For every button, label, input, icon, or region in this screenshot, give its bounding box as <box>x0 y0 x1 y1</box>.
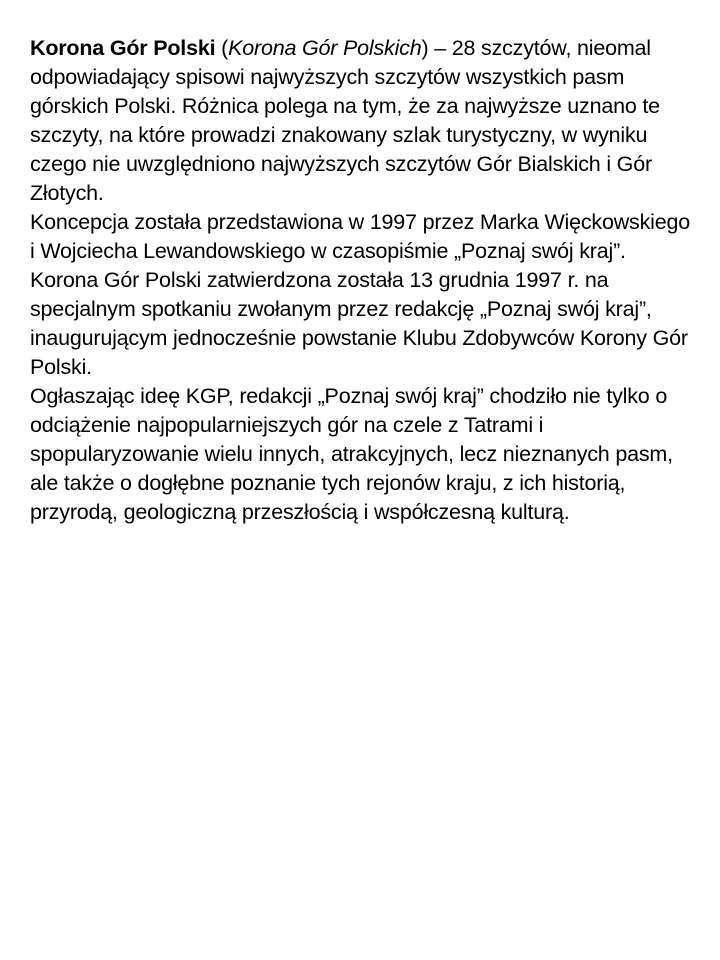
title-italic: Korona Gór Polskich <box>228 36 422 60</box>
title-bold: Korona Gór Polski <box>30 36 216 60</box>
paren-open: ( <box>215 36 229 60</box>
paragraph-idea: Ogłaszając ideę KGP, redakcji „Poznaj swój kraj” chodziło nie tylko o odciążenie najpopularniejszych gór na czele z Tatrami i spopularyzowanie wielu innych, atrakcyjnych, lecz nieznanych pasm, ale także o dogłębne poznanie tych rejonów kraju, z ich historią, przyrodą, geologiczną przeszłością i współczesną kulturą. <box>30 384 673 524</box>
document-body <box>30 34 690 527</box>
paragraph-concept: Koncepcja została przedstawiona w 1997 przez Marka Więckowskiego i Wojciecha Lewandowskiego w czasopiśmie „Poznaj swój kraj”. <box>30 210 690 263</box>
intro-text: ) – 28 szczytów, nieomal odpowiadający spisowi najwyższych szczytów wszystkich pasm górskich Polski. Różnica polega na tym, że za najwyższe uznano te szczyty, na które prowadzi znakowany szlak turystyczny, w wyniku czego nie uwzględniono najwyższych szczytów Gór Bialskich i Gór Złotych. <box>30 36 660 205</box>
paragraph-intro <box>30 34 690 208</box>
paragraph-approval: Korona Gór Polski zatwierdzona została 13 grudnia 1997 r. na specjalnym spotkaniu zwołanym przez redakcję „Poznaj swój kraj”, inaugurującym jednocześnie powstanie Klubu Zdobywców Korony Gór Polski. <box>30 268 688 379</box>
